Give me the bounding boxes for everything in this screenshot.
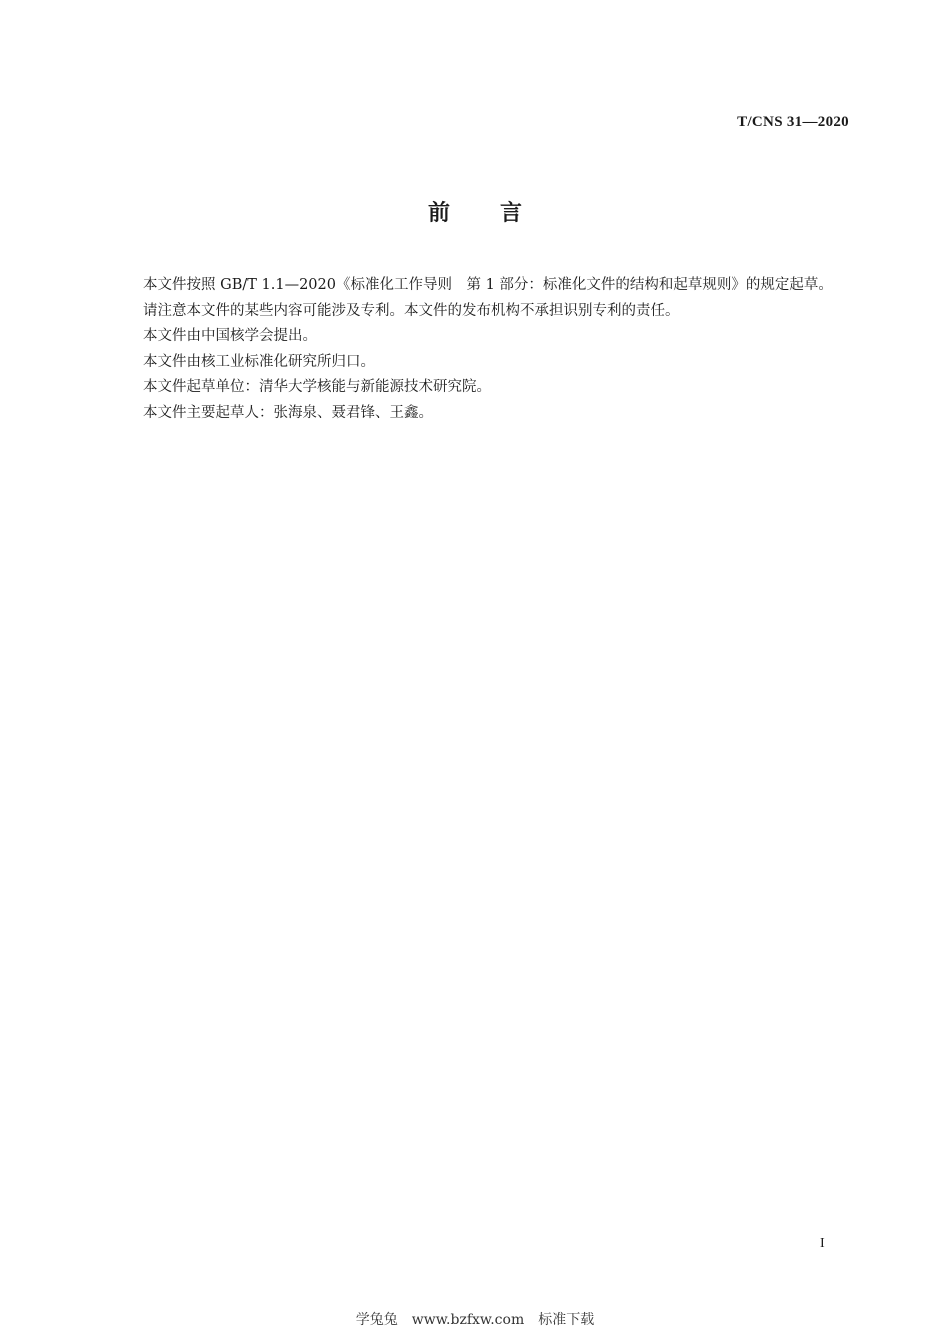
foreword-body — [114, 273, 850, 426]
paragraph-proposer: 本文件由中国核学会提出。 — [143, 328, 317, 344]
paragraph-drafting-rules: 本文件按照 GB/T 1.1—2020《标准化工作导则 第 1 部分：标准化文件的结构和起草规则》的规定起草。 — [143, 277, 833, 293]
paragraph-patent-notice: 请注意本文件的某些内容可能涉及专利。本文件的发布机构不承担识别专利的责任。 — [143, 302, 680, 319]
document-number: T/CNS 31—2020 — [737, 114, 849, 130]
page-number: I — [820, 1236, 825, 1251]
paragraph-drafting-unit: 本文件起草单位：清华大学核能与新能源技术研究院。 — [143, 379, 491, 395]
paragraph-drafters: 本文件主要起草人：张海泉、聂君锋、王鑫。 — [143, 404, 433, 421]
page-title: 前言 — [427, 201, 572, 226]
footer-watermark: 学兔兔 www.bzfxw.com 标准下载 — [355, 1312, 595, 1328]
paragraph-centralized-by: 本文件由核工业标准化研究所归口。 — [143, 353, 375, 370]
